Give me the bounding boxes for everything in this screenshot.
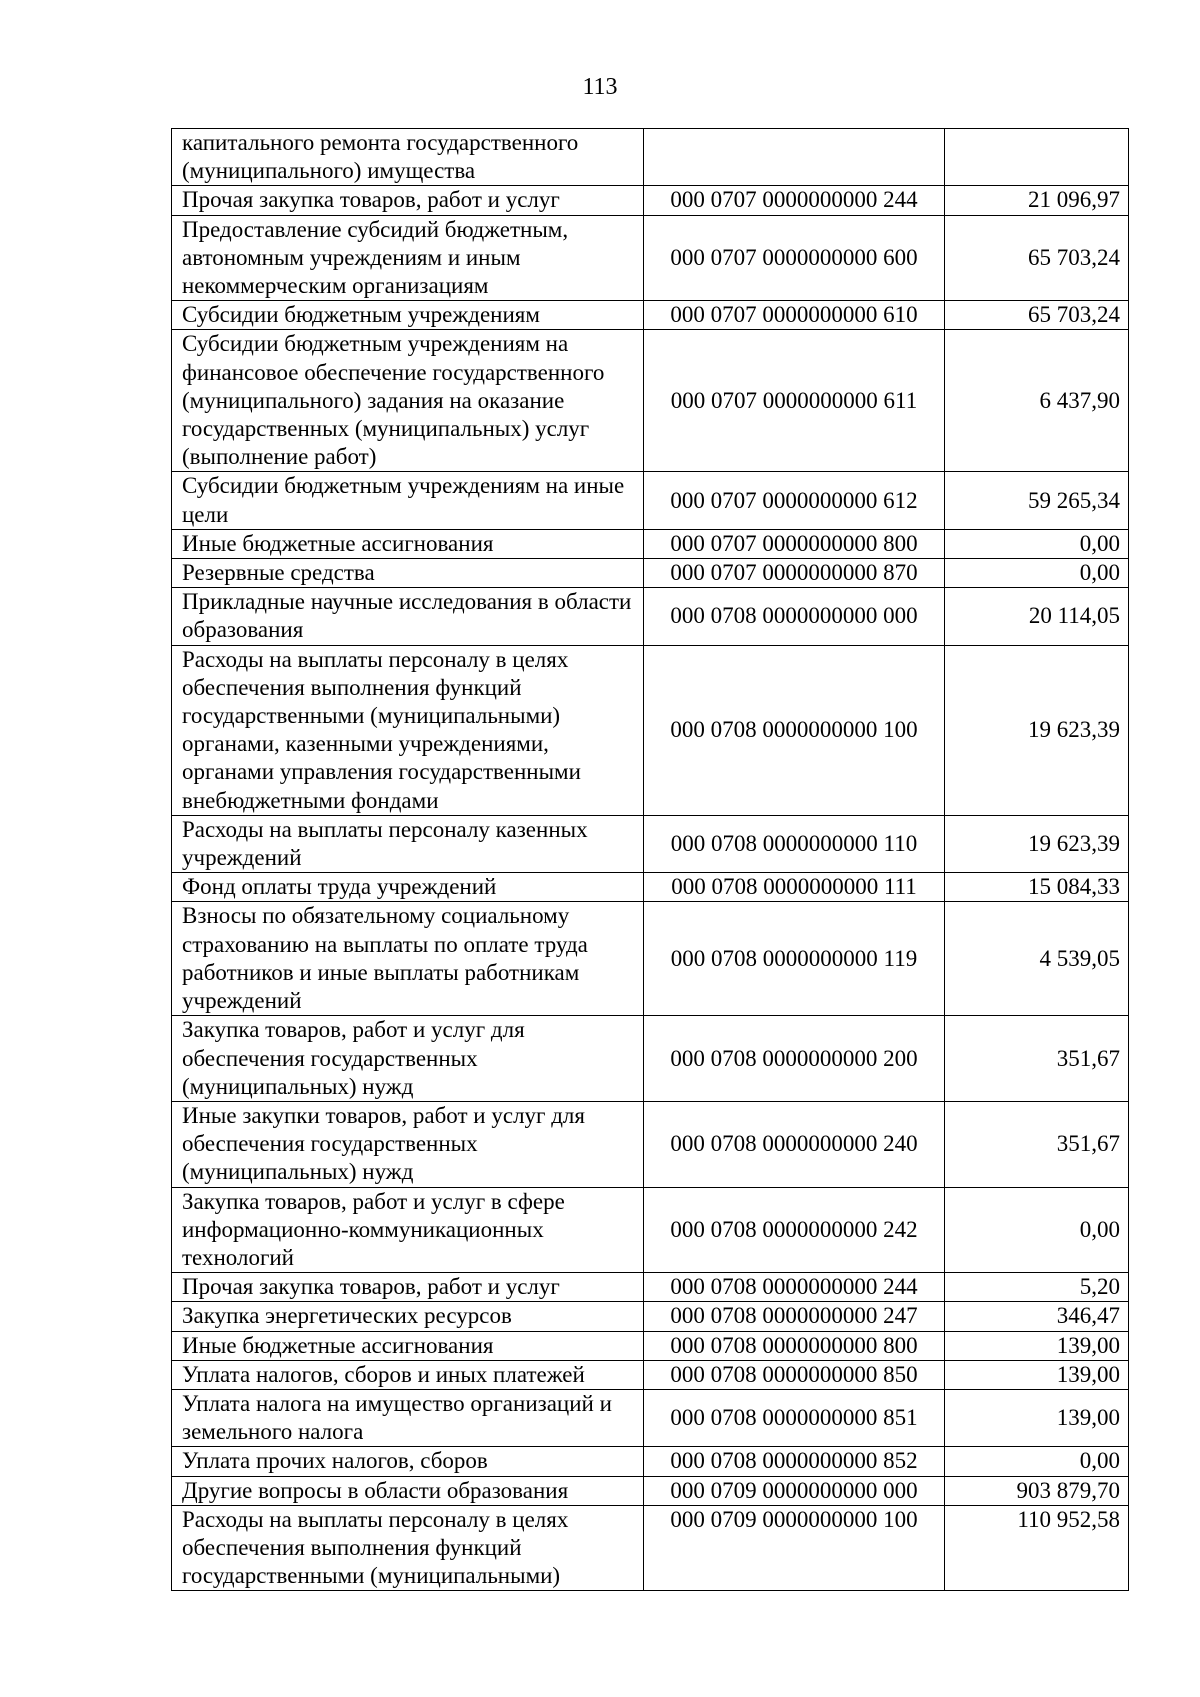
table-row — [172, 215, 1129, 301]
row-name: Другие вопросы в области образования — [172, 1476, 644, 1505]
row-code: 000 0708 0000000000 110 — [644, 815, 945, 872]
row-name: Расходы на выплаты персоналу в целях обеспечения выполнения функций государственными (муниципальными) — [172, 1505, 644, 1591]
row-amount: 139,00 — [945, 1331, 1129, 1360]
table-row — [172, 1360, 1129, 1389]
row-code: 000 0708 0000000000 850 — [644, 1360, 945, 1389]
row-code: 000 0708 0000000000 242 — [644, 1187, 945, 1273]
row-code: 000 0707 0000000000 611 — [644, 330, 945, 472]
table-row — [172, 1331, 1129, 1360]
table-row — [172, 1389, 1129, 1446]
table-row — [172, 1302, 1129, 1331]
row-amount: 139,00 — [945, 1360, 1129, 1389]
row-name: Уплата прочих налогов, сборов — [172, 1447, 644, 1476]
table-row — [172, 645, 1129, 815]
row-amount: 351,67 — [945, 1016, 1129, 1102]
row-name: Прочая закупка товаров, работ и услуг — [172, 1273, 644, 1302]
row-amount: 59 265,34 — [945, 472, 1129, 529]
row-name: Иные бюджетные ассигнования — [172, 1331, 644, 1360]
table-row — [172, 472, 1129, 529]
table-row — [172, 1447, 1129, 1476]
table-row — [172, 1016, 1129, 1102]
row-code: 000 0707 0000000000 870 — [644, 559, 945, 588]
row-name: Предоставление субсидий бюджетным, автономным учреждениям и иным некоммерческим организациям — [172, 215, 644, 301]
row-name: Субсидии бюджетным учреждениям на финансовое обеспечение государственного (муниципального) задания на оказание государственных (муниципальных) услуг (выполнение работ) — [172, 330, 644, 472]
page-number: 113 — [582, 74, 618, 100]
table-row — [172, 1476, 1129, 1505]
row-name: Закупка товаров, работ и услуг в сфере информационно-коммуникационных технологий — [172, 1187, 644, 1273]
row-code: 000 0707 0000000000 800 — [644, 529, 945, 558]
row-amount: 15 084,33 — [945, 873, 1129, 902]
row-code: 000 0708 0000000000 000 — [644, 588, 945, 645]
row-name: капитального ремонта государственного (муниципального) имущества — [172, 129, 644, 186]
row-amount: 20 114,05 — [945, 588, 1129, 645]
row-name: Расходы на выплаты персоналу в целях обеспечения выполнения функций государственными (муниципальными) органами, казенными учреждениями, органами управления государственными внебюджетными фондами — [172, 645, 644, 815]
row-amount: 110 952,58 — [945, 1505, 1129, 1591]
row-amount: 21 096,97 — [945, 186, 1129, 215]
row-amount: 65 703,24 — [945, 301, 1129, 330]
row-code: 000 0708 0000000000 240 — [644, 1101, 945, 1187]
row-code: 000 0708 0000000000 100 — [644, 645, 945, 815]
row-amount: 5,20 — [945, 1273, 1129, 1302]
row-name: Субсидии бюджетным учреждениям на иные цели — [172, 472, 644, 529]
row-name: Закупка энергетических ресурсов — [172, 1302, 644, 1331]
budget-table-body — [172, 129, 1129, 1591]
table-row — [172, 873, 1129, 902]
row-amount: 346,47 — [945, 1302, 1129, 1331]
row-name: Уплата налога на имущество организаций и земельного налога — [172, 1389, 644, 1446]
table-row — [172, 129, 1129, 186]
row-amount — [945, 129, 1129, 186]
table-row — [172, 1101, 1129, 1187]
table-row — [172, 815, 1129, 872]
row-name: Взносы по обязательному социальному страхованию на выплаты по оплате труда работников и иные выплаты работникам учреждений — [172, 902, 644, 1016]
row-amount: 4 539,05 — [945, 902, 1129, 1016]
row-name: Расходы на выплаты персоналу казенных учреждений — [172, 815, 644, 872]
row-amount: 0,00 — [945, 559, 1129, 588]
row-code: 000 0709 0000000000 100 — [644, 1505, 945, 1591]
row-amount: 0,00 — [945, 1187, 1129, 1273]
row-name: Прикладные научные исследования в области образования — [172, 588, 644, 645]
row-code: 000 0708 0000000000 119 — [644, 902, 945, 1016]
table-row — [172, 301, 1129, 330]
row-code: 000 0708 0000000000 852 — [644, 1447, 945, 1476]
row-code — [644, 129, 945, 186]
row-code: 000 0707 0000000000 610 — [644, 301, 945, 330]
row-name: Резервные средства — [172, 559, 644, 588]
table-row — [172, 529, 1129, 558]
row-code: 000 0708 0000000000 244 — [644, 1273, 945, 1302]
row-amount: 903 879,70 — [945, 1476, 1129, 1505]
table-row — [172, 902, 1129, 1016]
row-code: 000 0708 0000000000 800 — [644, 1331, 945, 1360]
row-name: Иные закупки товаров, работ и услуг для обеспечения государственных (муниципальных) нужд — [172, 1101, 644, 1187]
row-amount: 19 623,39 — [945, 645, 1129, 815]
row-code: 000 0707 0000000000 600 — [644, 215, 945, 301]
row-code: 000 0708 0000000000 851 — [644, 1389, 945, 1446]
row-name: Уплата налогов, сборов и иных платежей — [172, 1360, 644, 1389]
row-code: 000 0709 0000000000 000 — [644, 1476, 945, 1505]
row-code: 000 0707 0000000000 244 — [644, 186, 945, 215]
row-amount: 0,00 — [945, 1447, 1129, 1476]
row-code: 000 0708 0000000000 111 — [644, 873, 945, 902]
row-name: Прочая закупка товаров, работ и услуг — [172, 186, 644, 215]
budget-table — [171, 128, 1129, 1591]
table-row — [172, 1187, 1129, 1273]
row-code: 000 0708 0000000000 200 — [644, 1016, 945, 1102]
row-name: Иные бюджетные ассигнования — [172, 529, 644, 558]
row-amount: 6 437,90 — [945, 330, 1129, 472]
row-code: 000 0708 0000000000 247 — [644, 1302, 945, 1331]
row-amount: 65 703,24 — [945, 215, 1129, 301]
table-row — [172, 588, 1129, 645]
table-row — [172, 1505, 1129, 1591]
row-amount: 0,00 — [945, 529, 1129, 558]
row-amount: 19 623,39 — [945, 815, 1129, 872]
table-row — [172, 186, 1129, 215]
row-name: Фонд оплаты труда учреждений — [172, 873, 644, 902]
row-amount: 139,00 — [945, 1389, 1129, 1446]
table-row — [172, 330, 1129, 472]
row-code: 000 0707 0000000000 612 — [644, 472, 945, 529]
row-amount: 351,67 — [945, 1101, 1129, 1187]
table-row — [172, 1273, 1129, 1302]
row-name: Закупка товаров, работ и услуг для обеспечения государственных (муниципальных) нужд — [172, 1016, 644, 1102]
row-name: Субсидии бюджетным учреждениям — [172, 301, 644, 330]
table-row — [172, 559, 1129, 588]
